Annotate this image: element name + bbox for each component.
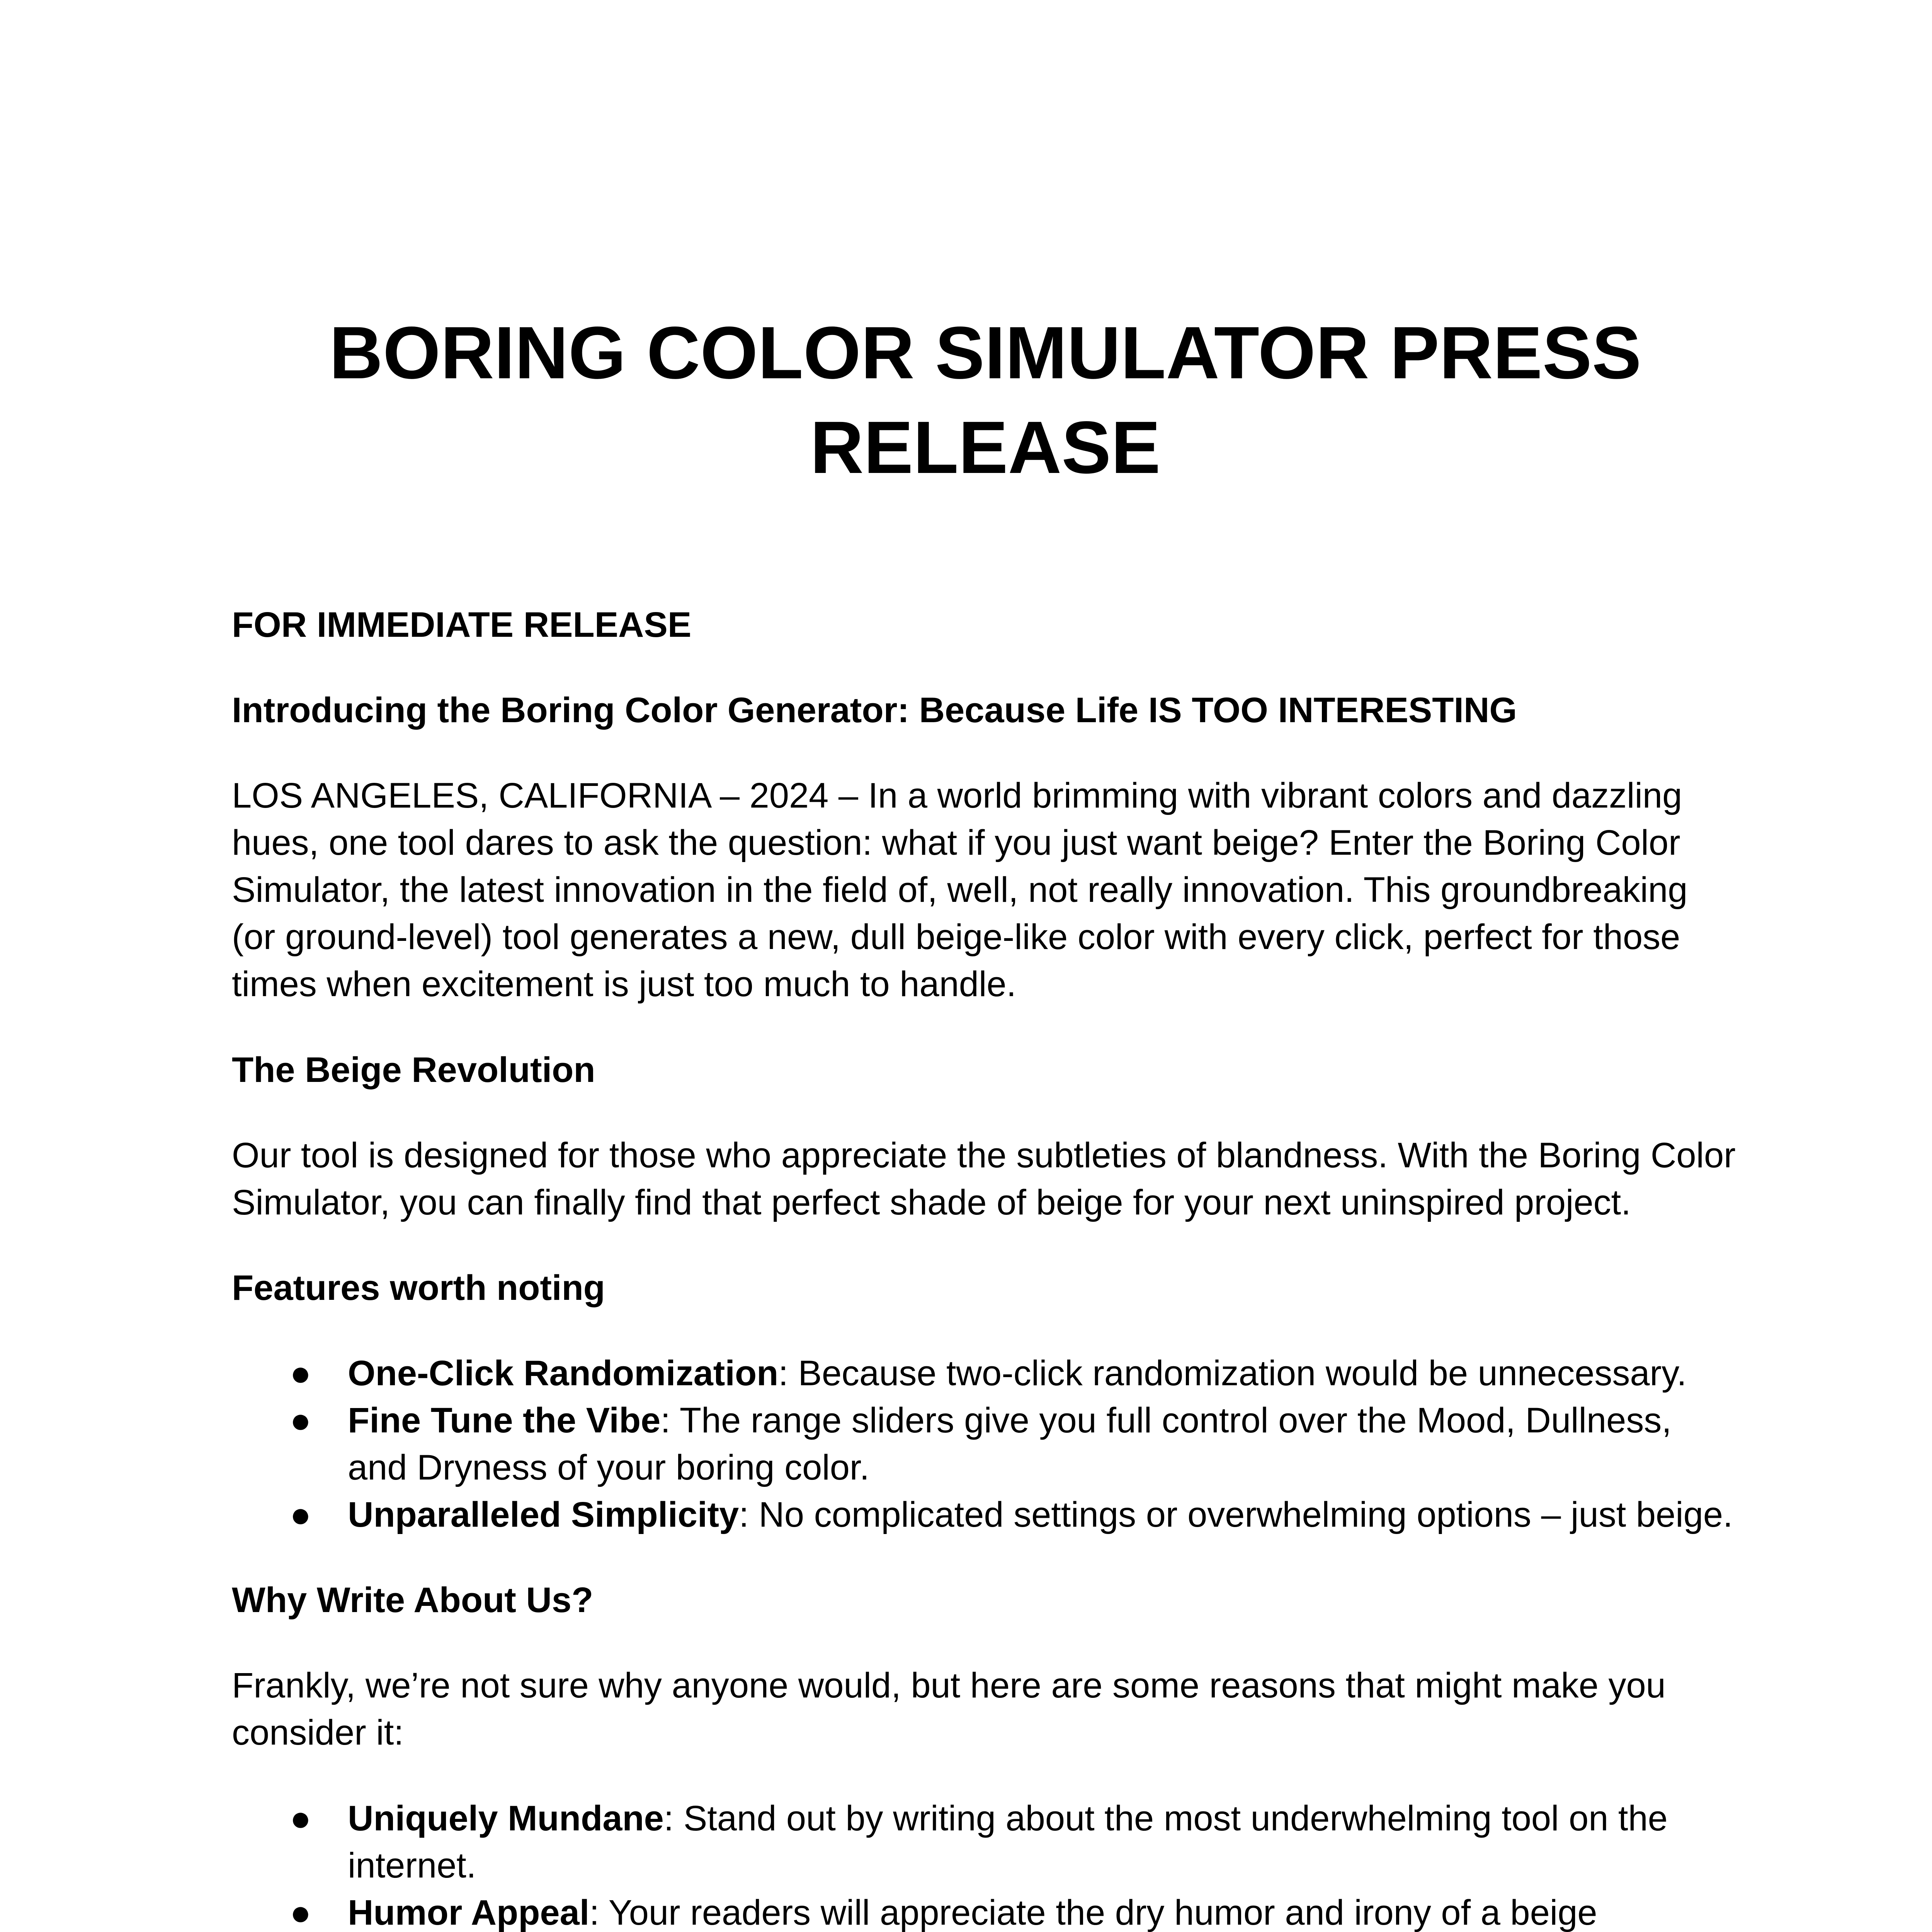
list-item-text: : Stand out by writing about the most underwhelming tool on the internet. bbox=[348, 1799, 1668, 1885]
list-item-term: Unparalleled Simplicity bbox=[348, 1495, 739, 1534]
list-item bbox=[232, 1795, 1739, 1889]
section-heading-why: Why Write About Us? bbox=[232, 1580, 594, 1620]
features-list bbox=[232, 1350, 1739, 1538]
bullet-icon: ● bbox=[290, 1401, 311, 1440]
list-item-term: Humor Appeal bbox=[348, 1893, 590, 1932]
list-item-text: : The range sliders give you full control over the Mood, Dullness, and Dryness of your boring color. bbox=[348, 1401, 1672, 1487]
list-item-term: Fine Tune the Vibe bbox=[348, 1401, 661, 1440]
section-heading-revolution: The Beige Revolution bbox=[232, 1050, 595, 1090]
intro-paragraph: LOS ANGELES, CALIFORNIA – 2024 – In a world brimming with vibrant colors and dazzling hues, one tool dares to ask the question: what if you just want beige? Enter the Boring Color Simulator, the latest innovation in the field of, well, not really innovation. This groundbreaking (or ground-level) tool generates a new, dull beige-like color with every click, perfect for those times when excitement is just too much to handle. bbox=[232, 776, 1688, 1004]
bullet-icon: ● bbox=[290, 1893, 311, 1932]
headline: Introducing the Boring Color Generator: Because Life IS TOO INTERESTING bbox=[232, 690, 1517, 730]
bullet-icon: ● bbox=[290, 1799, 311, 1838]
release-tag: FOR IMMEDIATE RELEASE bbox=[232, 605, 692, 645]
page-title: BORING COLOR SIMULATOR PRESS RELEASE bbox=[329, 311, 1641, 489]
list-item bbox=[232, 1491, 1739, 1538]
list-item-term: One-Click Randomization bbox=[348, 1354, 779, 1393]
list-item-text: : No complicated settings or overwhelming options – just beige. bbox=[739, 1495, 1733, 1534]
reasons-list bbox=[232, 1795, 1739, 1932]
list-item bbox=[232, 1889, 1739, 1932]
section-heading-features: Features worth noting bbox=[232, 1268, 605, 1308]
list-item-text: : Because two-click randomization would be unnecessary. bbox=[778, 1354, 1687, 1393]
list-item-term: Uniquely Mundane bbox=[348, 1799, 664, 1838]
list-item-text: : Your readers will appreciate the dry humor and irony of a beige bbox=[589, 1893, 1597, 1932]
section-body-why: Frankly, we’re not sure why anyone would, but here are some reasons that might make you consider it: bbox=[232, 1666, 1666, 1752]
document-body bbox=[232, 601, 1739, 1932]
list-item bbox=[232, 1397, 1739, 1491]
bullet-icon: ● bbox=[290, 1354, 311, 1393]
section-body-revolution: Our tool is designed for those who appreciate the subtleties of blandness. With the Boring Color Simulator, you can finally find that perfect shade of beige for your next uninspired project. bbox=[232, 1136, 1736, 1222]
list-item bbox=[232, 1350, 1739, 1397]
bullet-icon: ● bbox=[290, 1495, 311, 1534]
